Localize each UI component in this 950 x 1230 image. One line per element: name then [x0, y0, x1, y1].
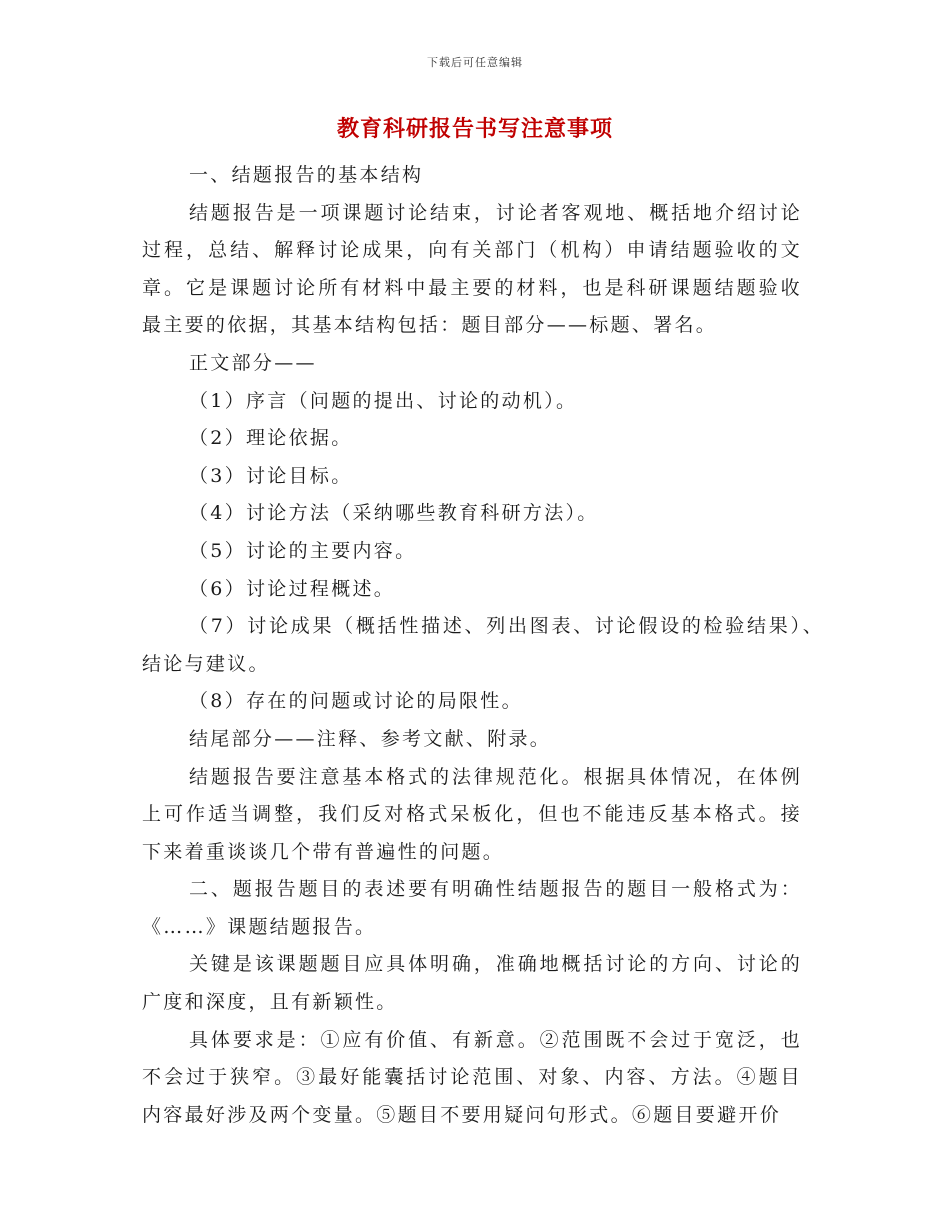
paragraph: 关键是该课题题目应具体明确，准确地概括讨论的方向、讨论的广度和深度，且有新颖性。: [142, 953, 802, 1014]
list-item: （8）存在的问题或讨论的局限性。: [189, 690, 523, 713]
document-title: 教育科研报告书写注意事项: [336, 116, 613, 142]
list-item: （3）讨论目标。: [189, 464, 353, 487]
list-item: （4）讨论方法（采纳哪些教育科研方法）。: [189, 502, 599, 525]
list-item: （2）理论依据。: [189, 427, 353, 450]
section-heading: 二、题报告题目的表述要有明确性结题报告的题目一般格式为：《……》课题结题报告。: [142, 878, 802, 938]
list-item: （7）讨论成果（概括性描述、列出图表、讨论假设的检验结果）、结论与建议。: [142, 615, 824, 675]
list-item: （6）讨论过程概述。: [189, 577, 396, 600]
paragraph: 正文部分——: [189, 351, 317, 374]
list-item: （5）讨论的主要内容。: [189, 539, 417, 562]
paragraph: 结题报告是一项课题讨论结束，讨论者客观地、概括地介绍讨论过程，总结、解释讨论成果，向有关部门（机构）申请结题验收的文章。它是课题讨论所有材料中最主要的材料，也是科研课题结题验收最主要的依据，其基本结构包括：题目部分——标题、署名。: [142, 201, 802, 337]
document-body: [142, 157, 824, 1134]
list-item: （1）序言（问题的提出、讨论的动机）。: [189, 389, 578, 412]
paragraph: 结尾部分——注释、参考文献、附录。: [189, 727, 552, 750]
header-note: 下载后可任意编辑: [427, 56, 523, 69]
paragraph: 结题报告要注意基本格式的法律规范化。根据具体情况，在体例上可作适当调整，我们反对格式呆板化，但也不能违反基本格式。接下来着重谈谈几个带有普遍性的问题。: [142, 765, 802, 863]
section-heading: 一、结题报告的基本结构: [189, 164, 424, 186]
paragraph: 具体要求是：①应有价值、有新意。②范围既不会过于宽泛，也不会过于狭窄。③最好能囊括讨论范围、对象、内容、方法。④题目内容最好涉及两个变量。⑤题目不要用疑问句形式。⑥题目要避开价: [142, 1028, 802, 1126]
